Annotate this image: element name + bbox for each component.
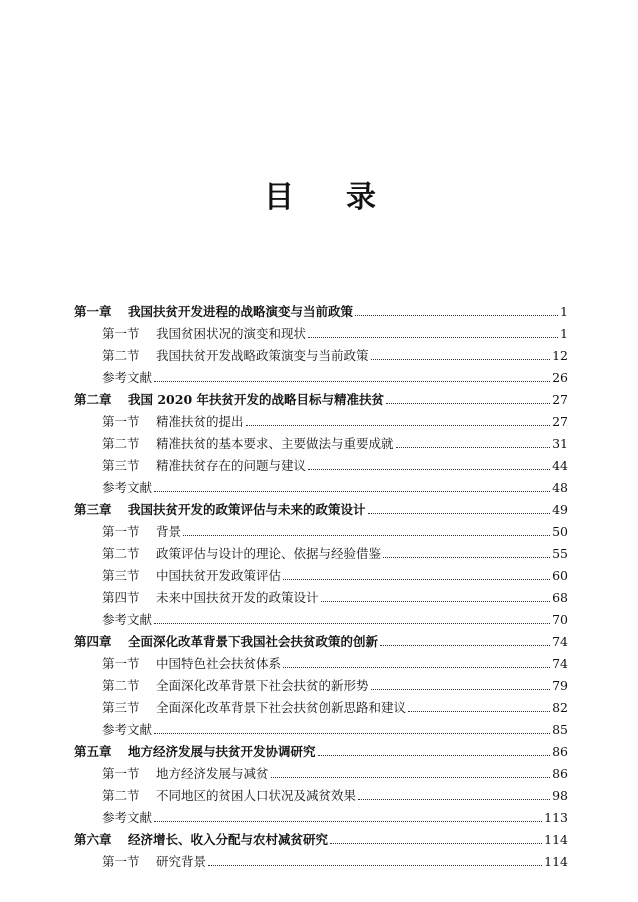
dot-leader (371, 359, 551, 360)
toc-page-number: 1 (560, 304, 568, 319)
toc-page-number: 60 (552, 568, 568, 583)
toc-reference-entry[interactable] (74, 716, 568, 738)
toc-entry-label (102, 480, 152, 496)
dot-leader (208, 865, 542, 866)
toc-entry-label (102, 766, 269, 782)
toc-entry-title: 地方经济发展与扶贫开发协调研究 (128, 744, 316, 759)
toc-page-number: 86 (552, 766, 568, 781)
toc-entry-number: 第一节 (102, 524, 140, 539)
toc-entry-label (102, 612, 152, 628)
toc-section-entry[interactable] (74, 540, 568, 562)
dot-leader (154, 381, 550, 382)
toc-entry-title: 我国扶贫开发的政策评估与未来的政策设计 (128, 502, 366, 517)
toc-entry-title: 全面深化改革背景下社会扶贫的新形势 (156, 678, 369, 693)
toc-entry-number: 第三章 (74, 502, 112, 517)
toc-page-number: 79 (552, 678, 568, 693)
toc-entry-label (102, 854, 206, 870)
toc-entry-number: 第二节 (102, 546, 140, 561)
dot-leader (358, 799, 550, 800)
toc-entry-title: 全面深化改革背景下社会扶贫创新思路和建议 (156, 700, 407, 715)
toc-entry-title: 中国扶贫开发政策评估 (156, 568, 282, 583)
toc-entry-label (102, 326, 306, 342)
toc-section-entry[interactable] (74, 342, 568, 364)
dot-leader (386, 403, 550, 404)
toc-entry-label (74, 744, 316, 760)
toc-entry-title: 精准扶贫的基本要求、主要做法与重要成就 (156, 436, 394, 451)
toc-page-number: 12 (552, 348, 568, 363)
toc-entry-label (74, 392, 384, 408)
toc-entry-number: 第一节 (102, 854, 140, 869)
toc-entry-number: 第三节 (102, 568, 140, 583)
toc-chapter-entry[interactable] (74, 496, 568, 518)
toc-entry-title: 精准扶贫存在的问题与建议 (156, 458, 307, 473)
toc-chapter-entry[interactable] (74, 386, 568, 408)
table-of-contents (74, 298, 568, 870)
toc-entry-number: 第二节 (102, 788, 140, 803)
toc-page-number: 74 (552, 656, 568, 671)
toc-chapter-entry[interactable] (74, 628, 568, 650)
dot-leader (368, 513, 551, 514)
toc-entry-label (102, 370, 152, 386)
toc-section-entry[interactable] (74, 760, 568, 782)
toc-page-number: 27 (552, 414, 568, 429)
dot-leader (396, 447, 551, 448)
dot-leader (330, 843, 542, 844)
toc-entry-title: 研究背景 (156, 854, 207, 869)
dot-leader (308, 337, 558, 338)
dot-leader (246, 425, 551, 426)
toc-entry-label (102, 458, 306, 474)
dot-leader (283, 667, 550, 668)
toc-entry-title: 我国贫困状况的演变和现状 (156, 326, 307, 341)
toc-chapter-entry[interactable] (74, 298, 568, 320)
toc-page-number: 44 (552, 458, 568, 473)
toc-entry-number: 第三节 (102, 700, 140, 715)
toc-entry-number: 第二节 (102, 436, 140, 451)
toc-entry-title: 未来中国扶贫开发的政策设计 (156, 590, 319, 605)
toc-entry-number: 第二章 (74, 392, 112, 407)
toc-page-number: 68 (552, 590, 568, 605)
dot-leader (355, 315, 558, 316)
toc-page-number: 82 (552, 700, 568, 715)
toc-chapter-entry[interactable] (74, 826, 568, 848)
toc-reference-entry[interactable] (74, 606, 568, 628)
dot-leader (383, 557, 550, 558)
toc-page-number: 1 (560, 326, 568, 341)
toc-page-number: 114 (544, 832, 568, 847)
dot-leader (154, 733, 550, 734)
toc-page-number: 26 (552, 370, 568, 385)
toc-page-number: 98 (552, 788, 568, 803)
toc-reference-entry[interactable] (74, 804, 568, 826)
toc-entry-label (102, 788, 356, 804)
toc-entry-number: 第二节 (102, 348, 140, 363)
dot-leader (321, 601, 551, 602)
toc-section-entry[interactable] (74, 518, 568, 540)
toc-entry-number: 第一节 (102, 414, 140, 429)
toc-entry-label (102, 546, 381, 562)
toc-entry-label (102, 656, 281, 672)
dot-leader (283, 579, 550, 580)
toc-page-number: 74 (552, 634, 568, 649)
toc-entry-number: 第四章 (74, 634, 112, 649)
dot-leader (154, 623, 550, 624)
toc-chapter-entry[interactable] (74, 738, 568, 760)
dot-leader (271, 777, 551, 778)
toc-page-number: 55 (552, 546, 568, 561)
toc-section-entry[interactable] (74, 452, 568, 474)
toc-entry-label (102, 678, 369, 694)
toc-entry-number: 第二节 (102, 678, 140, 693)
toc-page-number: 27 (552, 392, 568, 407)
dot-leader (308, 469, 550, 470)
toc-entry-label (74, 832, 328, 848)
toc-entry-title: 不同地区的贫困人口状况及减贫效果 (156, 788, 357, 803)
title-char-2: 录 (346, 180, 376, 215)
toc-entry-title: 参考文献 (102, 480, 153, 495)
toc-entry-label (102, 810, 152, 826)
toc-entry-title: 政策评估与设计的理论、依据与经验借鉴 (156, 546, 382, 561)
toc-entry-title: 我国扶贫开发战略政策演变与当前政策 (156, 348, 369, 363)
dot-leader (154, 491, 550, 492)
toc-page-number: 49 (552, 502, 568, 517)
toc-entry-title: 参考文献 (102, 370, 153, 385)
toc-page-number: 48 (552, 480, 568, 495)
toc-section-entry[interactable] (74, 320, 568, 342)
toc-entry-title: 精准扶贫的提出 (156, 414, 244, 429)
toc-entry-label (102, 436, 394, 452)
toc-entry-title: 我国 2020 年扶贫开发的战略目标与精准扶贫 (128, 392, 384, 407)
toc-entry-label (74, 502, 366, 518)
toc-page-number: 86 (552, 744, 568, 759)
toc-entry-number: 第三节 (102, 458, 140, 473)
toc-entry-number: 第四节 (102, 590, 140, 605)
toc-section-entry[interactable] (74, 672, 568, 694)
title-char-1: 目 (264, 180, 294, 215)
dot-leader (183, 535, 550, 536)
toc-entry-number: 第一节 (102, 766, 140, 781)
toc-entry-label (102, 700, 406, 716)
toc-entry-number: 第一节 (102, 326, 140, 341)
toc-section-entry[interactable] (74, 782, 568, 804)
toc-entry-number: 第一节 (102, 656, 140, 671)
toc-entry-label (102, 414, 244, 430)
toc-entry-label (102, 568, 281, 584)
toc-entry-number: 第六章 (74, 832, 112, 847)
dot-leader (154, 821, 542, 822)
dot-leader (318, 755, 551, 756)
toc-entry-title: 背景 (156, 524, 182, 539)
toc-page-number: 70 (552, 612, 568, 627)
dot-leader (371, 689, 551, 690)
toc-entry-title: 地方经济发展与减贫 (156, 766, 269, 781)
toc-entry-title: 中国特色社会扶贫体系 (156, 656, 282, 671)
toc-page-number: 114 (544, 854, 568, 869)
toc-entry-title: 全面深化改革背景下我国社会扶贫政策的创新 (128, 634, 379, 649)
toc-entry-number: 第五章 (74, 744, 112, 759)
toc-entry-label (102, 524, 181, 540)
toc-entry-title: 经济增长、收入分配与农村减贫研究 (128, 832, 329, 847)
toc-section-entry[interactable] (74, 650, 568, 672)
toc-entry-title: 我国扶贫开发进程的战略演变与当前政策 (128, 304, 354, 319)
toc-entry-title: 参考文献 (102, 722, 153, 737)
toc-section-entry[interactable] (74, 848, 568, 870)
toc-entry-label (74, 304, 353, 320)
toc-entry-label (102, 590, 319, 606)
toc-section-entry[interactable] (74, 562, 568, 584)
toc-page-number: 85 (552, 722, 568, 737)
toc-entry-title: 参考文献 (102, 612, 153, 627)
dot-leader (408, 711, 550, 712)
dot-leader (380, 645, 550, 646)
toc-section-entry[interactable] (74, 408, 568, 430)
toc-reference-entry[interactable] (74, 474, 568, 496)
toc-reference-entry[interactable] (74, 364, 568, 386)
toc-section-entry[interactable] (74, 584, 568, 606)
toc-section-entry[interactable] (74, 694, 568, 716)
toc-entry-title: 参考文献 (102, 810, 153, 825)
toc-entry-number: 第一章 (74, 304, 112, 319)
toc-page-number: 50 (552, 524, 568, 539)
toc-entry-label (102, 722, 152, 738)
toc-entry-label (102, 348, 369, 364)
toc-page-number: 113 (544, 810, 568, 825)
toc-page-number: 31 (552, 436, 568, 451)
toc-section-entry[interactable] (74, 430, 568, 452)
toc-entry-label (74, 634, 378, 650)
